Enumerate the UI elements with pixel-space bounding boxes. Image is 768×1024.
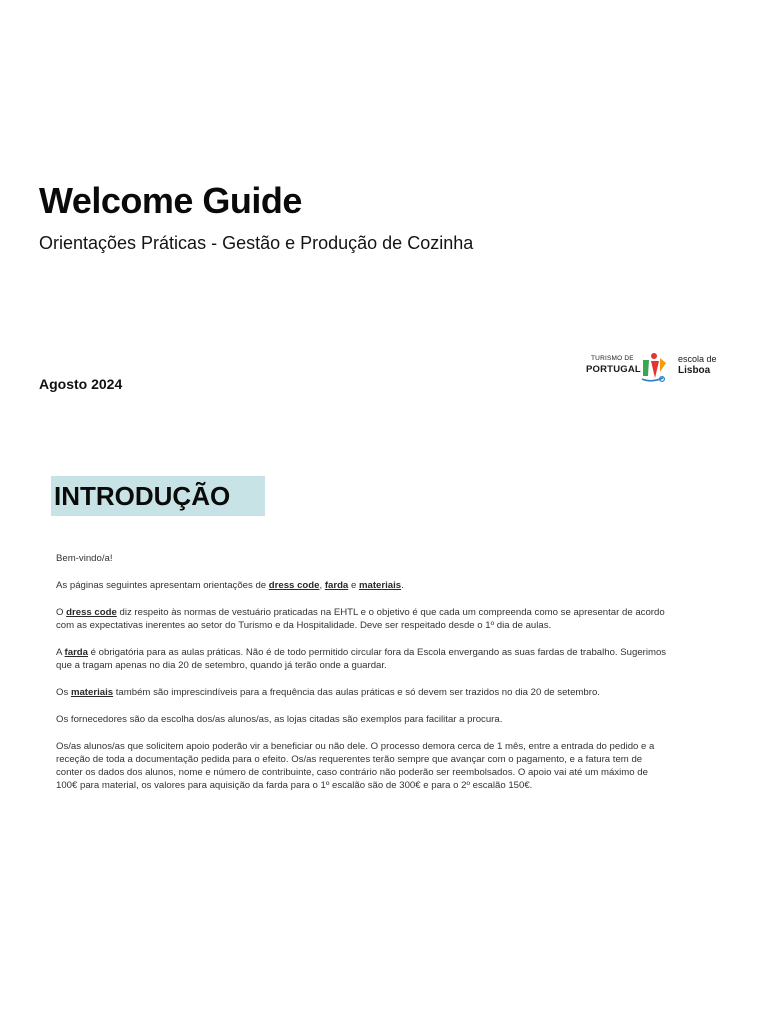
text-run: também são imprescindíveis para a frequência das aulas práticas e só devem ser trazidos no dia 20 de setembro.: [113, 687, 600, 698]
text-run: As páginas seguintes apresentam orientações de: [56, 580, 269, 591]
keyword-materiais: materiais: [358, 580, 402, 591]
section-heading-introducao: INTRODUÇÃO: [51, 476, 265, 516]
text-run: diz respeito às normas de vestuário praticadas na EHTL e o objetivo é que cada um compreenda como se apresentar de acordo com as expectativas inerentes ao setor do Turismo e da Hospitalidade. Deve ser respeitado desde o 1º dia de aulas.: [56, 607, 665, 631]
text-run: A: [56, 647, 65, 658]
turismo-emblem-icon: [639, 352, 667, 384]
partner-logos: [585, 352, 725, 386]
text-run: é obrigatória para as aulas práticas. Não é de todo permitido circular fora da Escola envergando as suas fardas de trabalho. Sugerimos que a tragam apenas no dia 20 de setembro, quando já terão onde a guardar.: [56, 647, 667, 671]
keyword-farda: farda: [324, 580, 349, 591]
turismo-de-portugal-logo: [585, 352, 670, 386]
keyword-materiais: materiais: [70, 687, 114, 698]
escola-de-lisboa-logo: [678, 352, 726, 386]
intro-paragraph-1: [56, 579, 668, 592]
intro-paragraph-3: [56, 646, 668, 672]
intro-paragraph-2: [56, 606, 668, 632]
intro-paragraph-5: Os fornecedores são da escolha dos/as alunos/as, as lojas citadas são exemplos para facilitar a procura.: [56, 714, 503, 725]
escola-logo-small-text: escola de: [678, 354, 717, 364]
text-run: .: [401, 580, 404, 591]
turismo-logo-small-text: TURISMO DE: [591, 355, 634, 362]
document-date: Agosto 2024: [39, 376, 123, 392]
intro-paragraph-6: Os/as alunos/as que solicitem apoio poderão vir a beneficiar ou não dele. O processo demora cerca de 1 mês, entre a entrada do pedido e a receção de toda a documentação pedida para o efeito. Os/as requerentes terão sempre que avançar com o pagamento, e a fatura tem de conter os dados dos alunos, nome e número de contribuinte, caso contrário não poderão ser reembolsados. O apoio vai até um máximo de 100€ para material, os valores para aquisição da farda para o 1º escalão são de 300€ e para o 2º escalão 150€.: [56, 741, 655, 791]
text-run: O: [56, 607, 67, 618]
text-run: e: [348, 580, 359, 591]
text-run: ,: [319, 580, 325, 591]
keyword-farda: farda: [64, 647, 89, 658]
intro-greeting: Bem-vindo/a!: [56, 553, 113, 564]
escola-logo-big-text: Lisboa: [678, 365, 711, 376]
keyword-dress-code: dress code: [268, 580, 320, 591]
turismo-logo-big-text: PORTUGAL: [586, 364, 641, 375]
intro-paragraph-4: [56, 686, 668, 699]
keyword-dress-code: dress code: [66, 607, 117, 618]
text-run: Os: [56, 687, 71, 698]
document-subtitle: Orientações Práticas - Gestão e Produção de Cozinha: [39, 233, 474, 253]
document-title: Welcome Guide: [39, 180, 302, 221]
intro-content: [56, 552, 668, 806]
